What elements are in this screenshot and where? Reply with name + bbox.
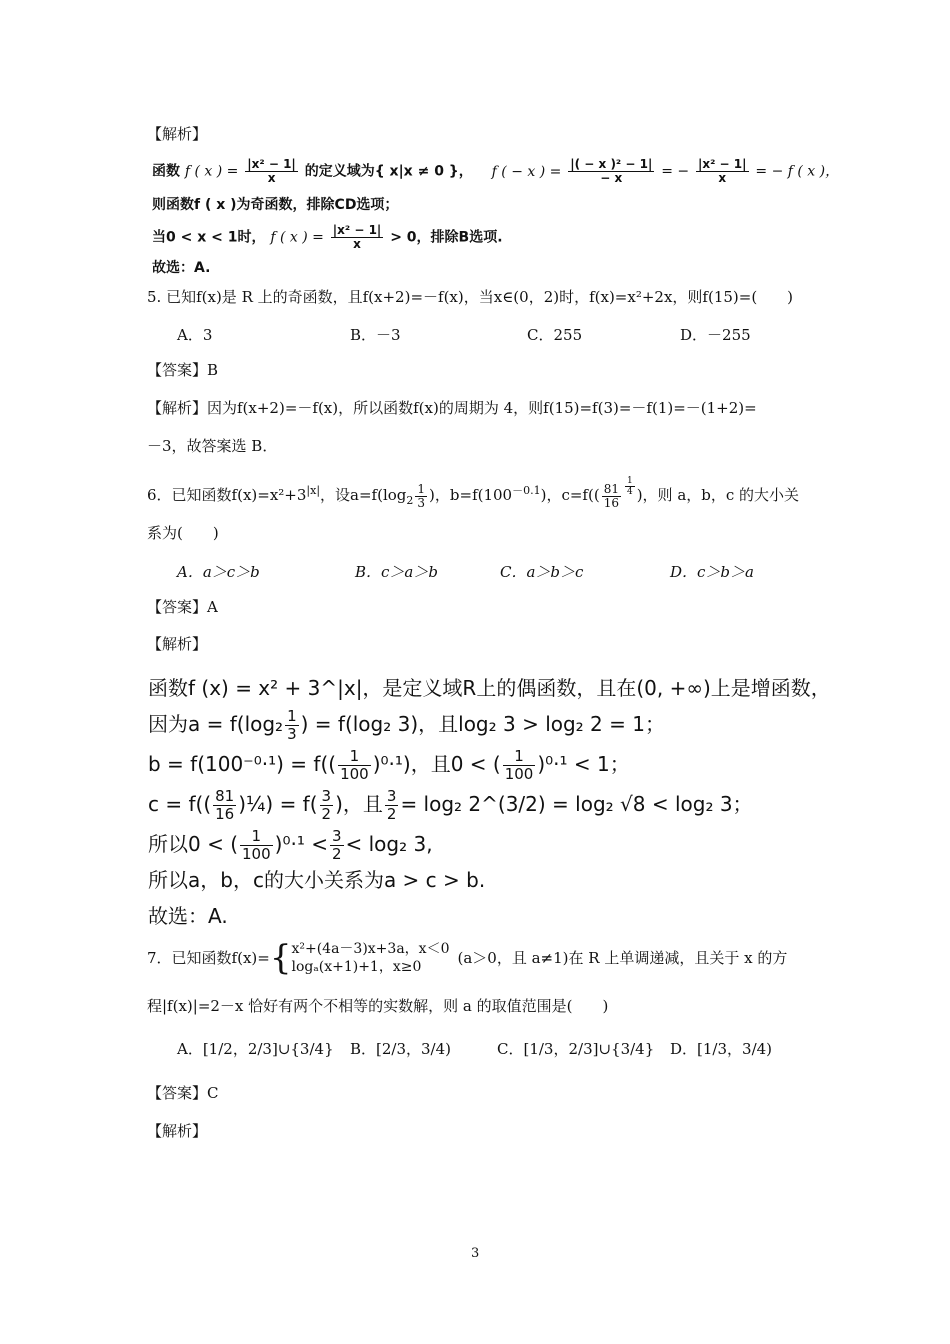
q7-option-a: A．[1/2，2/3]∪{3/4} <box>177 1040 334 1058</box>
page-number: 3 <box>471 1246 480 1261</box>
q6-stem-line1: 6．已知函数$f(x)=x^2+3^{|x|}$，设$a=f(\log_2$ $\frac{1}{3}$ )，$b=f(100^{-0.1})$，c=f(( $\frac{81}{16}$ $\frac{1}{4}$ )，则 a，b，c 的大小关 <box>147 476 800 510</box>
q5-stem: 5. 已知f(x)是 R 上的奇函数，且f(x+2)=－f(x)，当x∈(0，2)时，f(x)=x²+2x，则f(15)=( ) <box>147 288 794 306</box>
q6-analysis-line7: 故选：A. <box>148 904 228 928</box>
q6-analysis-line2: 因为a = f(log₂ $\frac{1}{3}$ ) = f(log₂ 3)，且log₂ 3 > log₂ 2 = 1； <box>148 707 665 743</box>
q7-stem-line2: 程|f(x)|=2－x 恰好有两个不相等的实数解，则 a 的取值范围是( ) <box>147 997 609 1015</box>
q7-stem-line1: 7．已知函数f(x)={ x²+(4a－3)x+3a，x＜0 logₐ(x+1)+1，x≥0 (a＞0，且 a≠1)在 R 上单调递减，且关于 x 的方 <box>147 938 788 978</box>
q4-analysis-line1: 函数 f ( x ) = $\frac{\text{|x² − 1|}}{x}$ 的定义域为{ x|x ≠ 0 }， f ( − x ) = $\frac{\text{|( − x )² − 1|}}{- x}$ = − $\frac{\text{|x² − 1|}}{x}$ = − f ( x )， <box>152 157 840 185</box>
q6-stem-line2: 系为( ) <box>147 524 219 542</box>
q6-analysis-line4: c = f(( $\frac{81}{16}$ )¼) = f( $\frac{3}{2}$ )，且 $\frac{3}{2}$ = log₂ 2^(3/2) = log₂ √8 < log₂ 3； <box>148 787 753 823</box>
q7-option-d: D．[1/3，3/4) <box>670 1040 773 1058</box>
q6-option-b: B．c＞a＞b <box>355 563 438 581</box>
analysis-heading-q4: 【解析】 <box>147 125 208 143</box>
piecewise-cases: x²+(4a－3)x+3a，x＜0 logₐ(x+1)+1，x≥0 <box>291 941 450 975</box>
q6-analysis-line5: 所以0 < ( $\frac{1}{100}$ )⁰·¹ < $\frac{3}{2}$ < log₂ 3, <box>148 827 433 863</box>
q4-analysis-line2: 则函数f ( x )为奇函数，排除CD选项； <box>152 197 399 213</box>
q6-option-d: D．c＞b＞a <box>670 563 754 581</box>
q7-analysis-heading: 【解析】 <box>147 1122 208 1140</box>
q5-option-a: A．3 <box>177 326 213 344</box>
q6-option-c: C．a＞b＞c <box>500 563 584 581</box>
q7-option-b: B．[2/3，3/4) <box>350 1040 452 1058</box>
q4-choice: 故选：A. <box>152 260 211 276</box>
q6-analysis-line1: 函数f (x) = x² + 3^|x|，是定义域R上的偶函数，且在(0, +∞)上是增函数， <box>148 676 831 700</box>
q6-option-a: A．a＞c＞b <box>177 563 260 581</box>
q6-analysis-line3: b = f(100⁻⁰·¹) = f(( $\frac{1}{100}$ )⁰·¹)，且0 < ( $\frac{1}{100}$ )⁰·¹ < 1； <box>148 747 630 783</box>
q5-option-b: B．－3 <box>350 326 401 344</box>
piecewise-brace: { <box>269 938 292 978</box>
q5-analysis-line2: －3，故答案选 B． <box>147 437 278 455</box>
q7-option-c: C．[1/3，2/3]∪{3/4} <box>497 1040 655 1058</box>
q6-analysis-line6: 所以a，b，c的大小关系为a > c > b. <box>148 868 486 892</box>
q4-analysis-line3: 当0 < x < 1时， f ( x ) = $\frac{\text{|x² − 1|}}{x}$ > 0，排除B选项. <box>152 223 503 251</box>
q5-option-d: D．－255 <box>680 326 751 344</box>
q5-analysis-line1: 【解析】因为f(x+2)=－f(x)，所以函数f(x)的周期为 4，则f(15)=f(3)=－f(1)=－(1+2)= <box>147 399 757 417</box>
q6-answer: 【答案】A <box>147 598 218 616</box>
q6-analysis-heading: 【解析】 <box>147 635 208 653</box>
q5-answer: 【答案】B <box>147 361 219 379</box>
q5-option-c: C．255 <box>527 326 583 344</box>
q7-answer: 【答案】C <box>147 1084 219 1102</box>
